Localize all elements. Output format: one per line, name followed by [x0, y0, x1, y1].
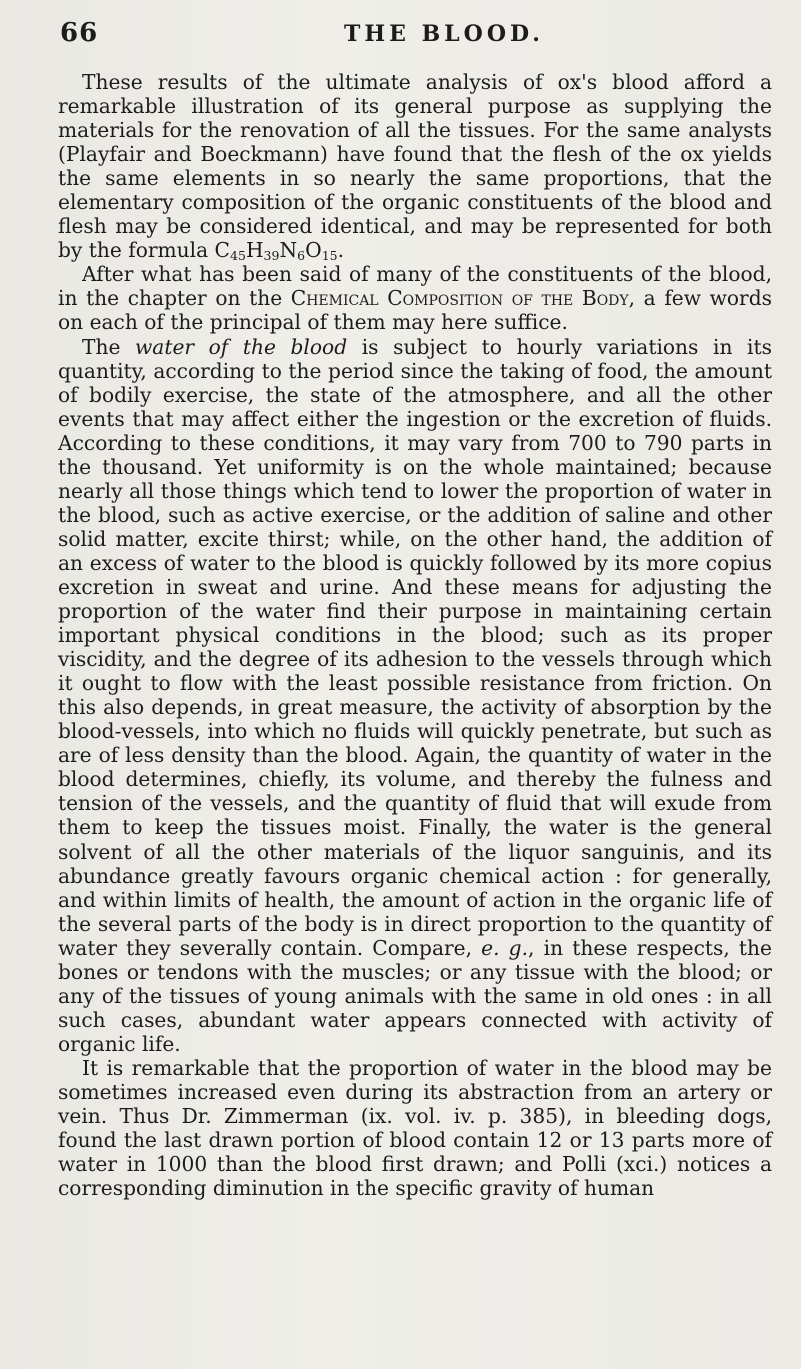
section-term: water of the blood: [135, 334, 348, 359]
page-header: [60, 18, 760, 58]
paragraph-ultimate-analysis: These results of the ultimate analysis of ox's blood afford a remarkable illustration of its general purpose as supplying the materials for the renovation of all the tissues. For the same analysts (Playfair and Boeckmann) have found that the flesh of the ox yields the same elements in so nearly the same proportions, that the elementary composition of the organic constituents of the blood and flesh may be considered identical, and may be represented for both by the formula $C_{45}H_{39}N_6O_{15}$.: [58, 70, 772, 264]
page-number: 66: [60, 18, 99, 48]
paragraph-abstraction: It is remarkable that the proportion of water in the blood may be sometimes increased even during its abstraction from an artery or vein. Thus Dr. Zimmerman (ix. vol. iv. p. 385), in bleeding dogs, found the last drawn portion of blood contain 12 or 13 parts more of water in 1000 than the blood first drawn; and Polli (xci.) notices a corresponding diminution in the specific gravity of human: [58, 1055, 772, 1201]
paragraph-constituents: After what has been said of many of the constituents of the blood, in the chapter on the Chemical Composition of the Body, a few words on each of the principal of them may here suffice.: [58, 262, 772, 335]
paragraph-water-of-blood: The water of the blood is subject to hourly variations in its quantity, according to the period since the taking of food, the amount of bodily exercise, the state of the atmosphere, and all the other events that may affect either the ingestion or the excretion of fluids. According to these conditions, it may vary from 700 to 790 parts in the thousand. Yet uniformity is on the whole maintained; because nearly all those things which tend to lower the proportion of water in the blood, such as active exercise, or the addition of saline and other solid matter, excite thirst; while, on the other hand, the addition of an excess of water to the blood is quickly followed by its more copius excretion in sweat and urine. And these means for adjusting the proportion of the water find their purpose in maintaining certain important physical conditions in the blood; such as its proper viscidity, and the degree of its adhesion to the vessels through which it ought to flow with the least possible resistance from friction. On this also depends, in great measure, the activity of absorption by the blood-vessels, into which no fluids will quickly penetrate, but such as are of less density than the blood. Again, the quantity of water in the blood determines, chiefly, its volume, and thereby the fulness and tension of the vessels, and the quantity of fluid that will exude from them to keep the tissues moist. Finally, the water is the general solvent of all the other materials of the liquor sanguinis, and its abundance greatly favours organic chemical action : for generally, and within limits of health, the amount of action in the organic life of the several parts of the body is in direct proportion to the quantity of water they severally contain. Compare, e. g., in these respects, the bones or tendons with the muscles; or any tissue with the blood; or any of the tissues of young animals with the same in old ones : in all such cases, abundant water appears connected with activity of organic life.: [58, 334, 772, 1056]
body-text: [58, 70, 772, 1200]
running-head: THE BLOOD.: [344, 21, 544, 47]
chapter-reference: Chemical Composition of the Body: [290, 286, 629, 311]
